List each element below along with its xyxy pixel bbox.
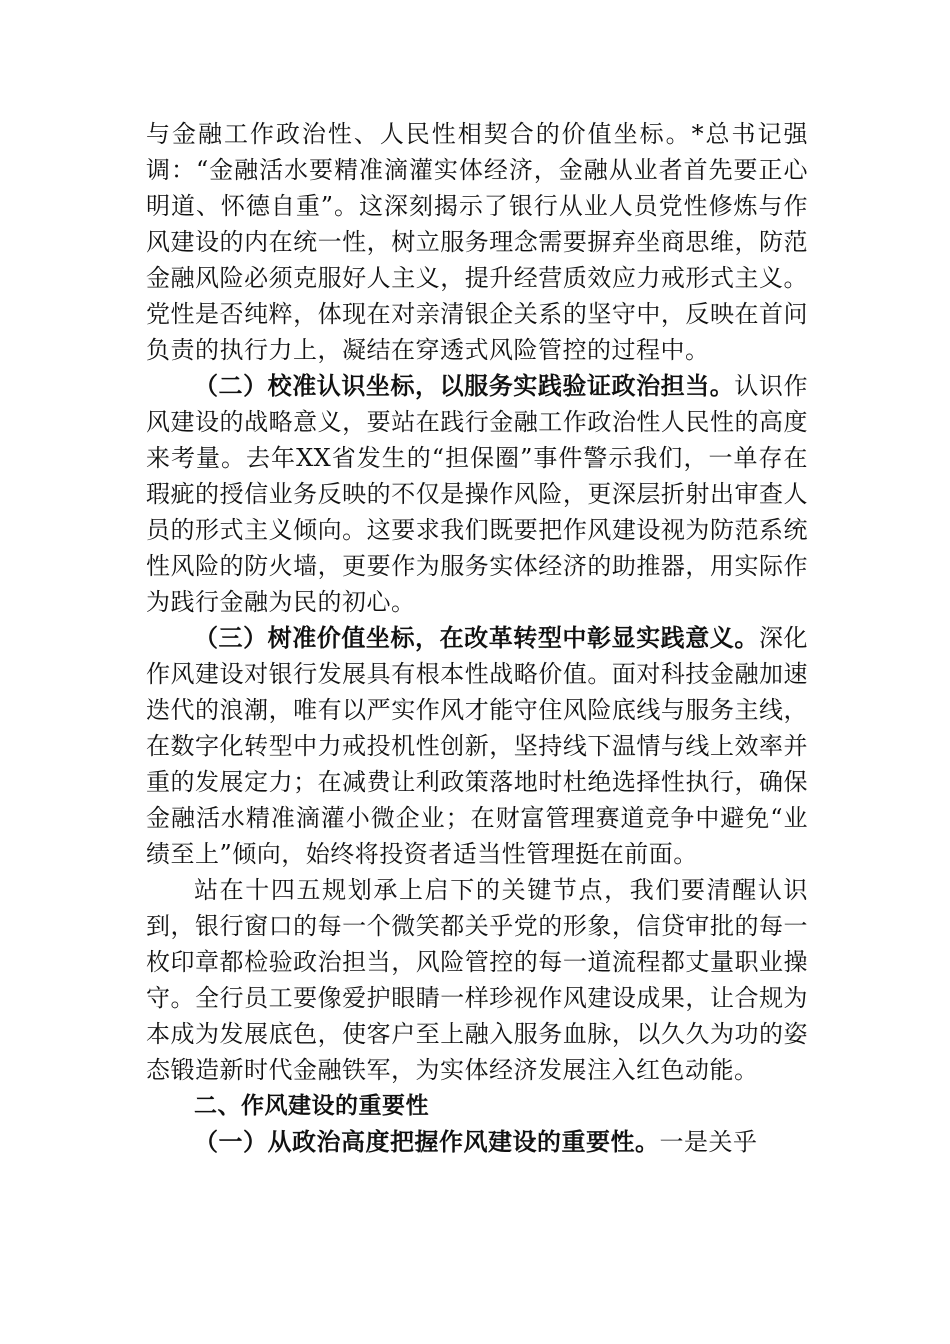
paragraph-5-text: 一是关乎 xyxy=(659,1128,758,1156)
paragraph-3 xyxy=(146,620,808,872)
section-heading: 二、作风建设的重要性 xyxy=(194,1093,429,1119)
paragraph-2 xyxy=(146,368,808,620)
paragraph-3-lead: （三）树准价值坐标，在改革转型中彰显实践意义。 xyxy=(194,623,759,652)
paragraph-1-text: 与金融工作政治性、人民性相契合的价值坐标。*总书记强调：“金融活水要精准滴灌实体经济，金融从业者首先要正心明道、怀德自重”。这深刻揭示了银行从业人员党性修炼与作风建设的内在统一性，树立服务理念需要摒弃坐商思维，防范金融风险必须克服好人主义，提升经营质效应力戒形式主义。党性是否纯粹，体现在对亲清银企关系的坚守中，反映在首问负责的执行力上，凝结在穿透式风险管控的过程中。 xyxy=(146,120,808,364)
document-body xyxy=(146,116,808,1160)
paragraph-5 xyxy=(146,1124,808,1160)
paragraph-4 xyxy=(146,872,808,1088)
paragraph-1 xyxy=(146,116,808,368)
paragraph-4-text: 站在十四五规划承上启下的关键节点，我们要清醒认识到，银行窗口的每一个微笑都关乎党的形象，信贷审批的每一枚印章都检验政治担当，风险管控的每一道流程都丈量职业操守。全行员工要像爱护眼睛一样珍视作风建设成果，让合规为本成为发展底色，使客户至上融入服务血脉，以久久为功的姿态锻造新时代金融铁军，为实体经济发展注入红色动能。 xyxy=(146,876,808,1084)
paragraph-2-text: 认识作风建设的战略意义，要站在践行金融工作政治性人民性的高度来考量。去年XX省发生的“担保圈”事件警示我们，一单存在瑕疵的授信业务反映的不仅是操作风险，更深层折射出审查人员的形式主义倾向。这要求我们既要把作风建设视为防范系统性风险的防火墙，更要作为服务实体经济的助推器，用实际作为践行金融为民的初心。 xyxy=(146,372,808,616)
paragraph-5-lead: （一）从政治高度把握作风建设的重要性。 xyxy=(194,1127,660,1156)
paragraph-2-lead: （二）校准认识坐标，以服务实践验证政治担当。 xyxy=(194,371,735,400)
paragraph-3-text: 深化作风建设对银行发展具有根本性战略价值。面对科技金融加速迭代的浪潮，唯有以严实作风才能守住风险底线与服务主线，在数字化转型中力戒投机性创新，坚持线下温情与线上效率并重的发展定力；在减费让利政策落地时杜绝选择性执行，确保金融活水精准滴灌小微企业；在财富管理赛道竞争中避免“业绩至上”倾向，始终将投资者适当性管理挺在前面。 xyxy=(146,624,808,868)
